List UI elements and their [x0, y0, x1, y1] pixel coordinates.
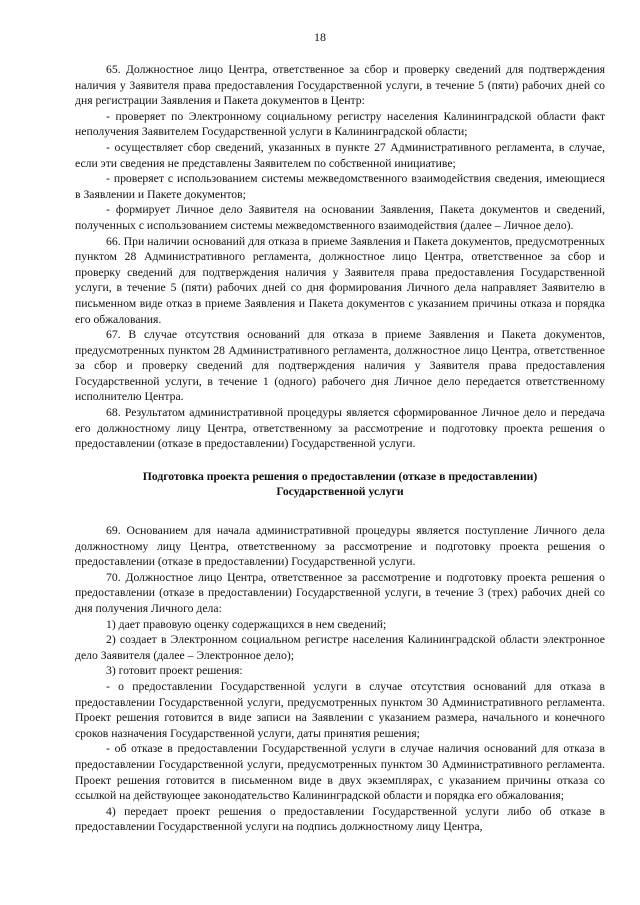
paragraph-70-item-2: 2) создает в Электронном социальном регистре населения Калининградской области электронное дело Заявителя (далее – Электронное дело); [75, 633, 605, 662]
document-body [75, 62, 605, 835]
paragraph-65-item-3: - проверяет с использованием системы межведомственного взаимодействия сведения, имеющиеся в Заявлении и Пакете документов; [75, 172, 605, 201]
paragraph-65: 65. Должностное лицо Центра, ответственное за сбор и проверку сведений для подтверждения наличия у Заявителя права предоставления Государственной услуги, в течение 5 (пяти) рабочих дней со дня регистрации Заявления и Пакета документов в Центр: [75, 63, 605, 108]
paragraph-65-item-1: - проверяет по Электронному социальному регистру населения Калининградской области факт неполучения Заявителем Государственной услуги в Калининградской области; [75, 109, 605, 139]
paragraph-70: 70. Должностное лицо Центра, ответственное за рассмотрение и подготовку проекта решения о предоставлении (отказе в предоставлении) Государственной услуги, в течение 3 (трех) рабочих дней со дня получения Личного дела: [75, 570, 605, 615]
paragraph-69: 69. Основанием для начала административной процедуры является поступление Личного дела должностному лицу Центра, ответственному за рассмотрение и подготовку проекта решения о предоставлении (отказе в предоставлении) Государственной услуги. [75, 524, 605, 569]
paragraph-70-item-4: 4) передает проект решения о предоставлении Государственной услуги либо об отказе в предоставлении Государственной услуги на подпись должностному лицу Центра, [75, 804, 605, 834]
paragraph-70-item-3-sub-2: - об отказе в предоставлении Государственной услуги в случае наличия оснований для отказа в предоставлении Государственной услуги, предусмотренных пунктом 30 Административного регламента. Проект решения готовится в письменном виде в двух экземплярах, с указанием причины отказа со ссылкой на действующее законодательство Калининградской области и порядка его обжалования; [75, 742, 605, 803]
page-number: 18 [314, 30, 326, 44]
paragraph-67: 67. В случае отсутствия оснований для отказа в приеме Заявления и Пакета документов, предусмотренных пунктом 28 Административного регламента, должностное лицо Центра, ответственное за сбор и проверку сведений для подтверждения наличия у Заявителя права предоставления Государственной услуги, в течение 1 (одного) рабочего дня Личное дело передается ответственному исполнителю Центра. [75, 328, 605, 404]
paragraph-70-item-1: 1) дает правовую оценку содержащихся в нем сведений; [106, 617, 387, 631]
section-heading: Подготовка проекта решения о предоставлении (отказе в предоставлении) Государственной услуги [142, 469, 538, 499]
paragraph-65-item-2: - осуществляет сбор сведений, указанных в пункте 27 Административного регламента, в случае, если эти сведения не представлены Заявителем по собственной инициативе; [75, 140, 605, 170]
paragraph-65-item-4: - формирует Личное дело Заявителя на основании Заявления, Пакета документов и сведений, полученных с использованием системы межведомственного взаимодействия (далее – Личное дело). [75, 203, 605, 232]
paragraph-70-item-3-sub-1: - о предоставлении Государственной услуги в случае отсутствия оснований для отказа в предоставлении Государственной услуги, предусмотренных пунктом 30 Административного регламента. Проект решения готовится в виде записи на Заявлении с указанием размера, начального и конечного сроков назначения Государственной услуги, даты принятия решения; [75, 679, 605, 740]
paragraph-66: 66. При наличии оснований для отказа в приеме Заявления и Пакета документов, предусмотренных пунктом 28 Административного регламента, должностное лицо Центра, ответственное за сбор и проверку сведений для подтверждения наличия у Заявителя права предоставления Государственной услуги, в течение 5 (пяти) рабочих дней со дня формирования Личного дела направляет Заявителю в письменном виде отказ в приеме Заявления и Пакета документов с указанием причины отказа и порядка его обжалования. [75, 234, 605, 326]
paragraph-70-item-3: 3) готовит проект решения: [106, 664, 243, 678]
paragraph-68: 68. Результатом административной процедуры является сформированное Личное дело и передача его должностному лицу Центра, ответственному за рассмотрение и подготовку проекта решения о предоставлении (отказе в предоставлении) Государственной услуги. [75, 406, 605, 451]
